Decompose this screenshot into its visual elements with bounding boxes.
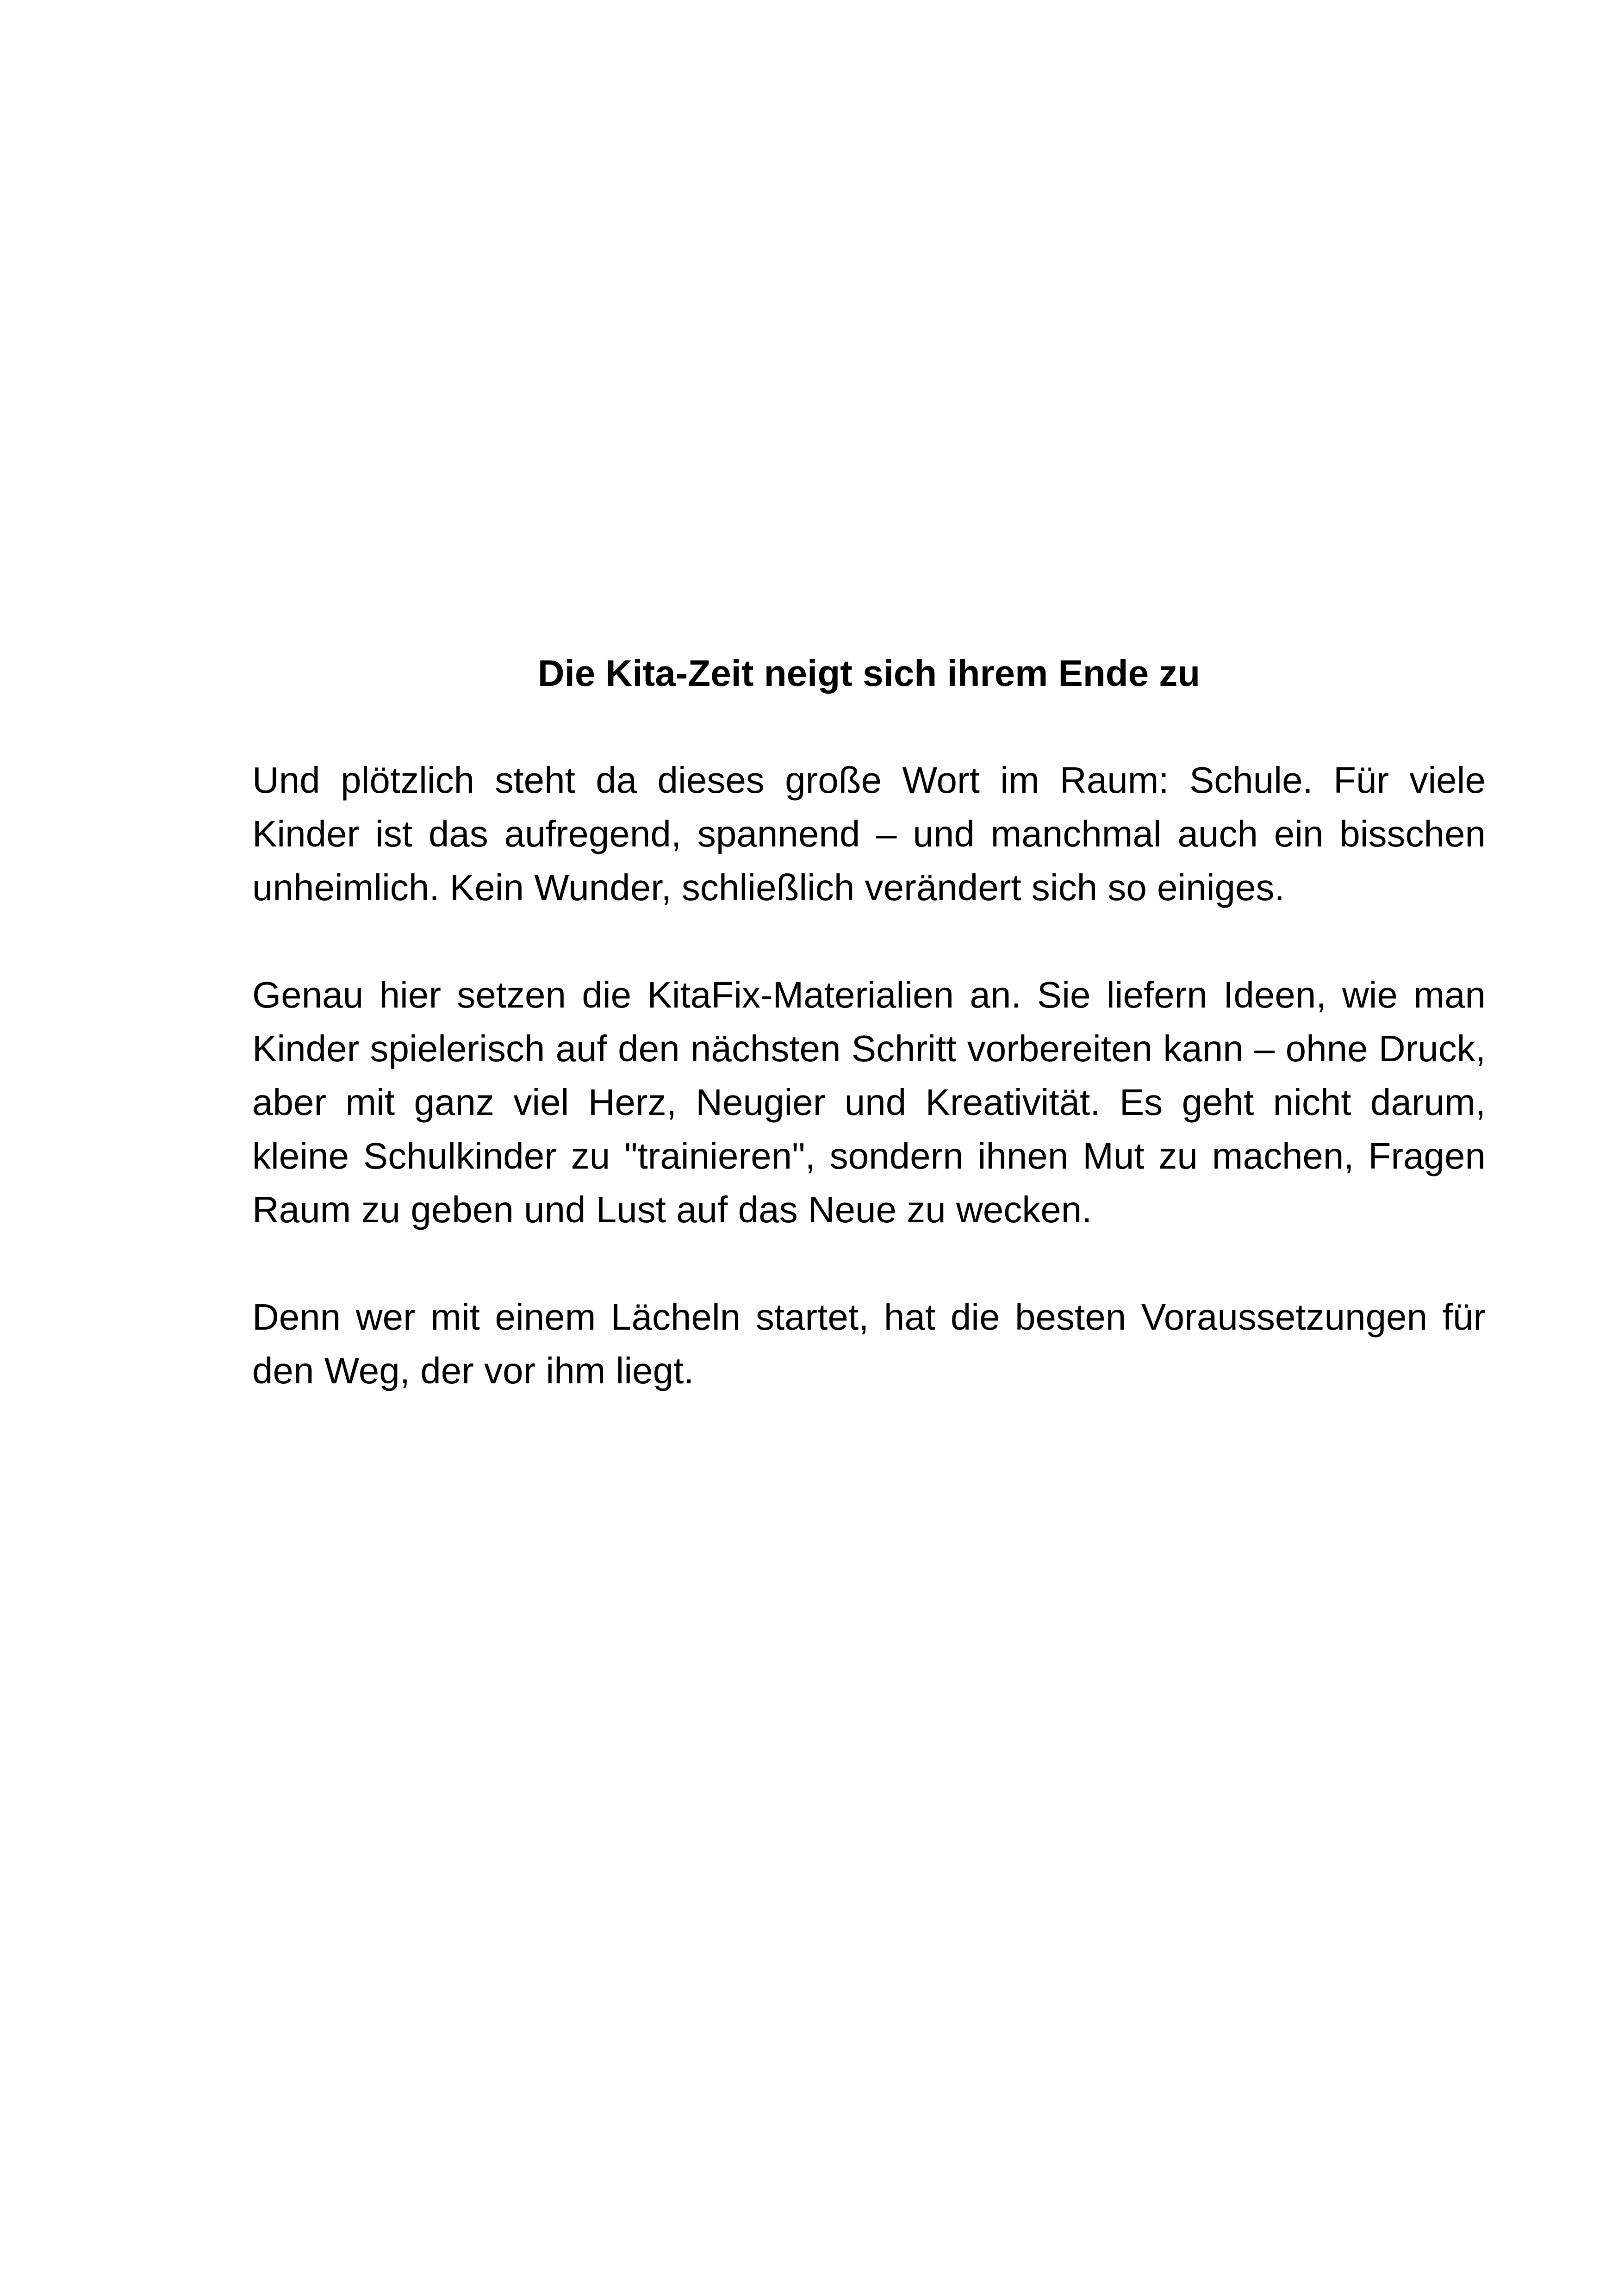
paragraph-spacer [252,915,1486,968]
title-spacer [252,701,1486,753]
paragraph-spacer [252,1237,1486,1290]
paragraph-materials: Genau hier setzen die KitaFix-Materialien an. Sie liefern Ideen, wie man Kinder spielerisch auf den nächsten Schritt vorbereiten kann – ohne Druck, aber mit ganz viel Herz, Neugier und Kreativität. Es geht nicht darum, kleine Schulkinder zu "trainieren", sondern ihnen Mut zu machen, Fragen Raum zu geben und Lust auf das Neue zu wecken. [252,974,1486,1230]
paragraph-intro: Und plötzlich steht da dieses große Wort im Raum: Schule. Für viele Kinder ist das aufregend, spannend – und manchmal auch ein bisschen unheimlich. Kein Wunder, schließlich verändert sich so einiges. [252,759,1486,908]
paragraph-closing: Denn wer mit einem Lächeln startet, hat die besten Voraussetzungen für den Weg, der vor ihm liegt. [252,1296,1486,1391]
page-title: Die Kita-Zeit neigt sich ihrem Ende zu [537,653,1201,694]
document-body [252,646,1486,1398]
